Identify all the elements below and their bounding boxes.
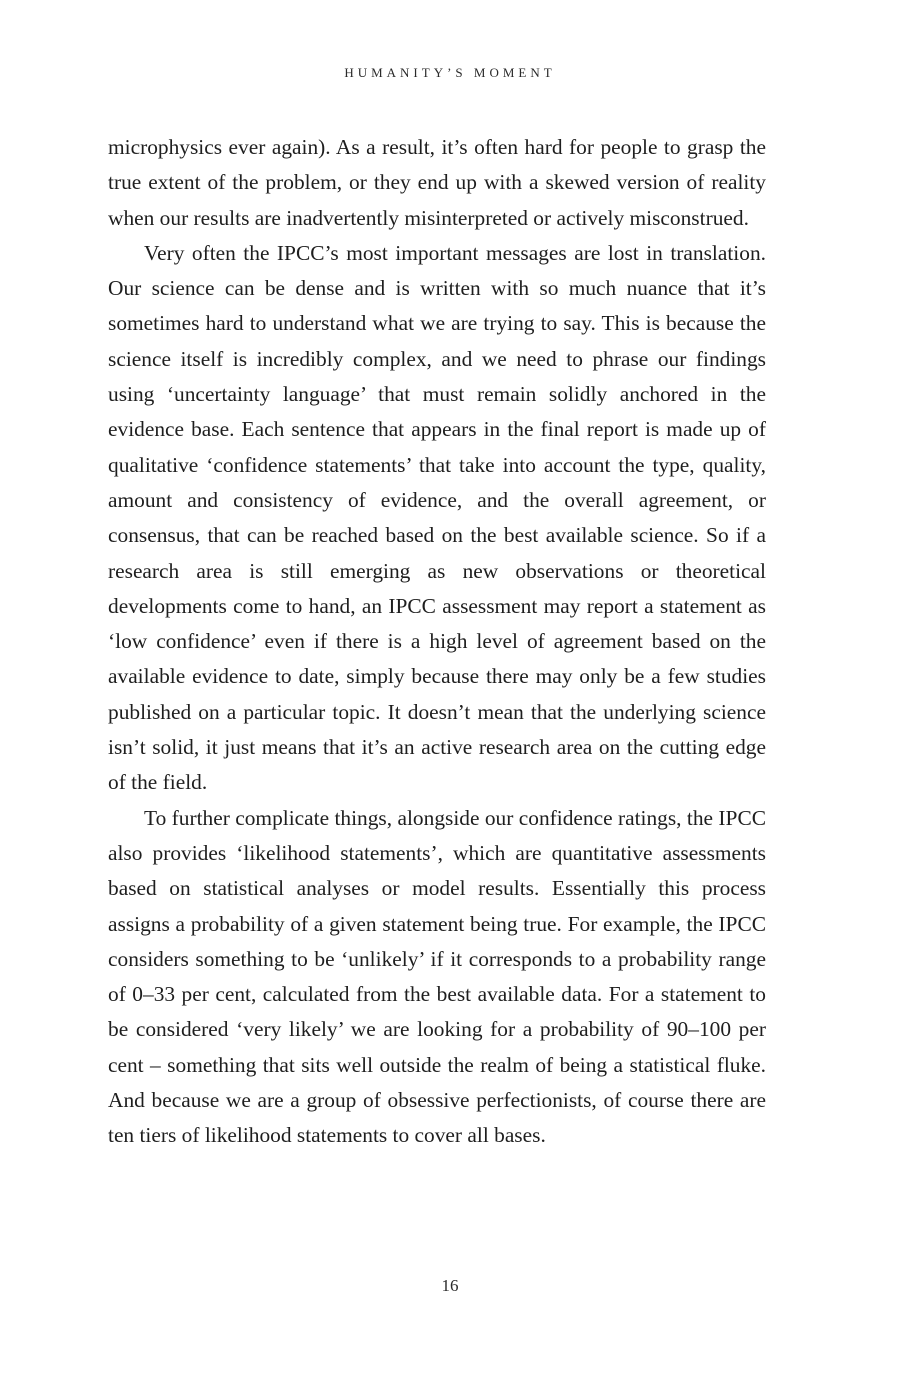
paragraph-likelihood-statements: To further complicate things, alongside our confidence ratings, the IPCC also provides ‘likelihood statements’, which are quantitative assessments based on statistical analyses or model results. Essentially this process assigns a probability of a given statement being true. For example, the IPCC considers something to be ‘unlikely’ if it corresponds to a probability range of 0–33 per cent, calculated from the best available data. For a statement to be considered ‘very likely’ we are looking for a probability of 90–100 per cent – something that sits well outside the realm of being a statistical fluke. And because we are a group of obsessive perfectionists, of course there are ten tiers of likelihood statements to cover all bases.: [108, 805, 766, 1148]
body-text: [108, 130, 766, 1154]
paragraph-ipcc-messages: Very often the IPCC’s most important messages are lost in translation. Our science can be dense and is written with so much nuance that it’s sometimes hard to understand what we are trying to say. This is because the science itself is incredibly complex, and we need to phrase our findings using ‘uncertainty language’ that must remain solidly anchored in the evidence base. Each sentence that appears in the final report is made up of qualitative ‘confidence statements’ that take into account the type, quality, amount and consistency of evidence, and the overall agreement, or consensus, that can be reached based on the best available science. So if a research area is still emerging as new observations or theoretical developments come to hand, an IPCC assessment may report a statement as ‘low confidence’ even if there is a high level of agreement based on the available evidence to date, simply because there may only be a few studies published on a particular topic. It doesn’t mean that the underlying science isn’t solid, it just means that it’s an active research area on the cutting edge of the field.: [108, 240, 766, 795]
page-number: 16: [441, 1276, 459, 1295]
running-head: HUMANITY’S MOMENT: [344, 65, 556, 80]
paragraph-continued: microphysics ever again). As a result, it’s often hard for people to grasp the true extent of the problem, or they end up with a skewed version of reality when our results are inadvertently misinterpreted or actively misconstrued.: [108, 135, 766, 230]
